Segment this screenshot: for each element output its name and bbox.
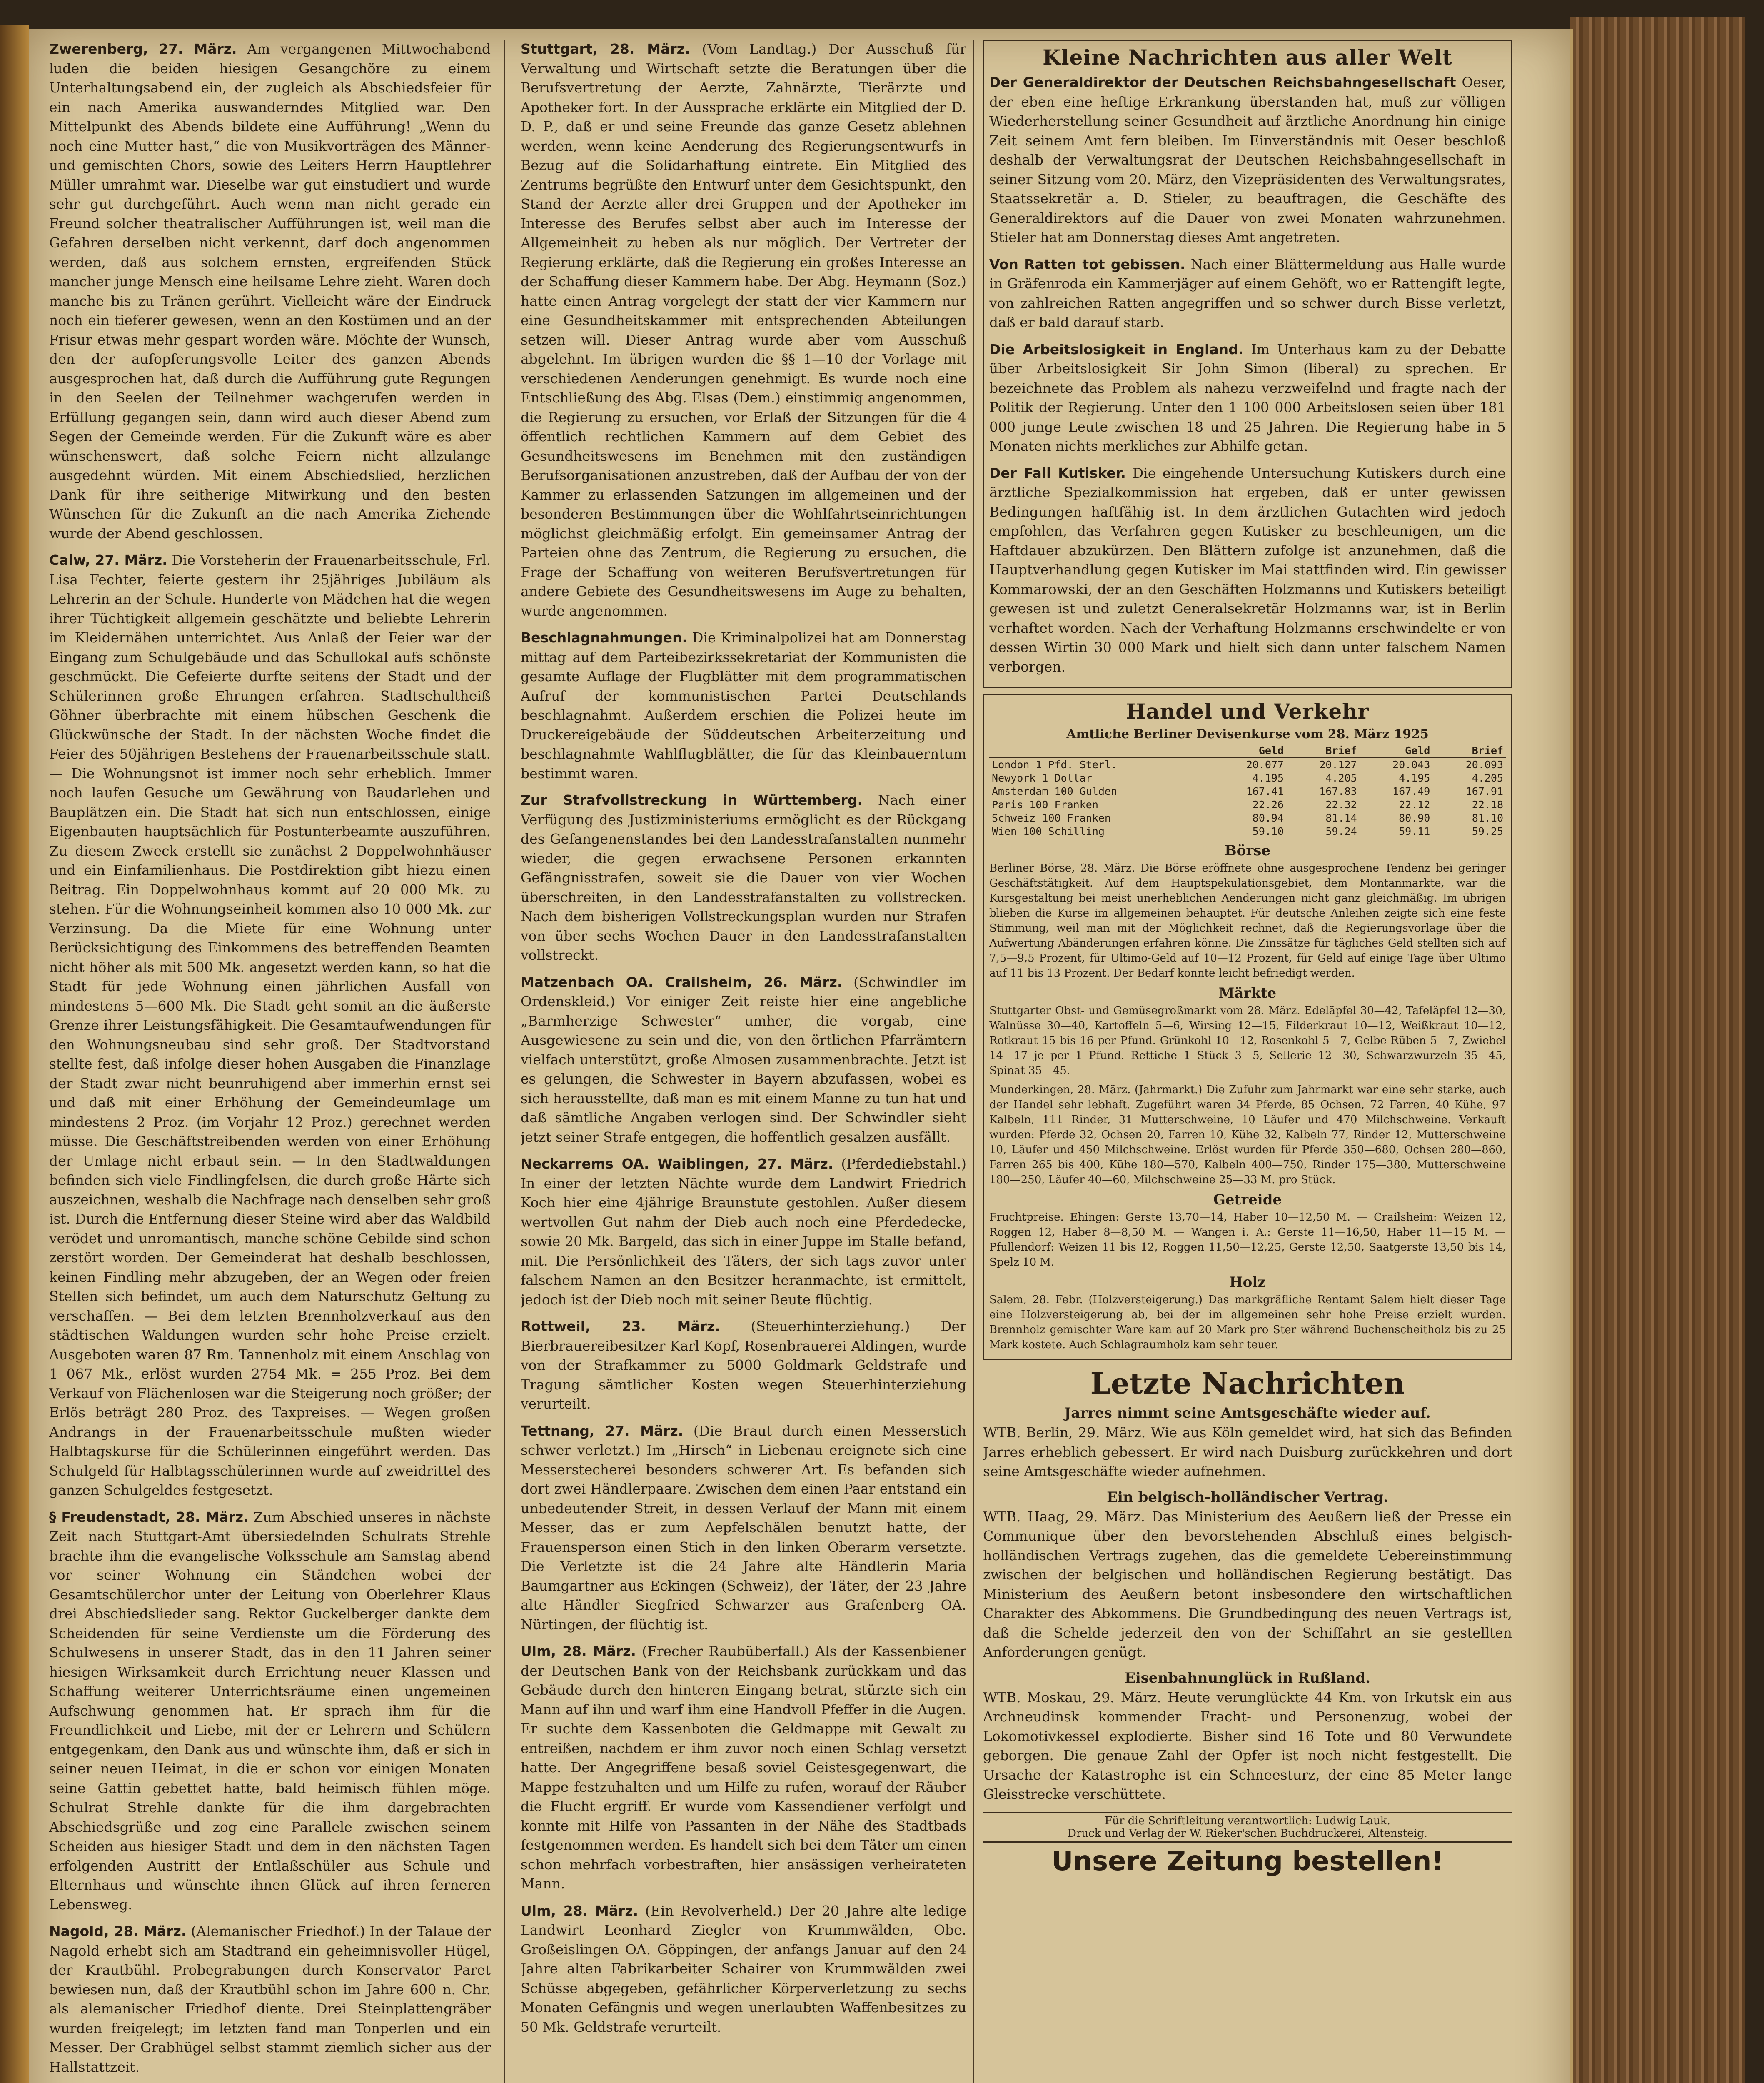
column-header: Geld	[1213, 744, 1286, 758]
subsection-title: Börse	[1224, 842, 1271, 859]
table-cell: 22.18	[1472, 799, 1503, 811]
table-cell: 59.10	[1252, 825, 1284, 837]
imprint-publisher: Druck und Verlag der W. Rieker'schen Buchdruckerei, Altensteig.	[1068, 1827, 1427, 1840]
table-row	[989, 798, 1506, 812]
section-title: Letzte Nachrichten	[1090, 1366, 1405, 1401]
article-text: Die eingehende Untersuchung Kutiskers durch eine ärztliche Spezialkommission hat ergeben, daß er unter gewissen Bedingungen haftfähig ist. In dem ärztlichen Gutachten wird jedoch empfohlen, das Verfahren gegen Kutisker zu beschleunigen, um die Haftdauer abzukürzen. Den Blättern zufolge ist anzunehmen, daß die Hauptverhandlung gegen Kutisker im Mai stattfinden wird. Ein gewisser Kommarowski, der an den Geschäften Holzmanns und Kutiskers beteiligt gewesen ist und zuletzt Generalsekretär Holzmanns war, ist in Berlin verhaftet worden. Nach der Verhaftung Holzmanns erschwindelte er von dessen Wirtin 30 000 Mark und hielt sich dann unter falschem Namen verborgen.	[989, 465, 1506, 675]
table-cell: 167.41	[1246, 785, 1284, 797]
article-text: (Pferdediebstahl.) In einer der letzten Nächte wurde dem Landwirt Friedrich Koch hier eine 4jährige Braunstute gestohlen. Außer diesem wertvollen Gut nahm der Dieb auch noch eine Pferdedecke, sowie 20 Mk. Bargeld, das sich in einer Juppe im Stalle befand, mit. Die Persönlichkeit des Täters, der sich tags zuvor unter falschem Namen an den Besitzer heranmachte, ist ermittelt, jedoch ist der Dieb noch mit seiner Beute flüchtig.	[521, 1156, 966, 1308]
article-dateline: Stuttgart, 28. März.	[521, 41, 690, 57]
table-cell: Paris 100 Franken	[992, 799, 1098, 811]
subsection-title: Holz	[1229, 1274, 1266, 1291]
table-cell: Schweiz 100 Franken	[992, 812, 1111, 824]
table-cell: 22.26	[1252, 799, 1284, 811]
column-header: Brief	[1432, 744, 1506, 758]
table-cell: 20.043	[1392, 759, 1430, 771]
article-text: (Ein Revolverheld.) Der 20 Jahre alte ledige Landwirt Leonhard Ziegler von Krummwälden, Obe. Großeislingen OA. Göppingen, der anfangs Januar auf den 24 Jahre alten Fabrikarbeiter Schairer von Krummwälden zwei Schüsse abgegeben, gefährlicher Körperverletzung zu sechs Monaten Gefängnis und wegen unerlaubten Waffenbesitzes zu 50 Mk. Geldstrafe verurteilt.	[521, 1902, 966, 2035]
article-text: Im Unterhaus kam zu der Debatte über Arbeitslosigkeit Sir John Simon (liberal) zu sprechen. Er bezeichnete das Problem als nahezu verzweifelnd und fragte nach der Politik der Regierung. Unter den 1 100 000 Arbeitslosen seien über 181 000 junge Leute zwischen 18 und 25 Jahren. Die Regierung habe in 5 Monaten nichts merkliches zur Abhilfe getan.	[989, 341, 1506, 454]
article-text: (Alemanischer Friedhof.) In der Talaue der Nagold erhebt sich am Stadtrand ein geheimnisvoller Hügel, der Krautbühl. Probegrabungen durch Konservator Paret bewiesen nun, daß der Krautbühl schon im Jahre 600 n. Chr. als alemanischer Friedhof diente. Drei Steinplattengräber wurden freigelegt; im letzten fand man Tonperlen und ein Messer. Der Grabhügel selbst stammt ziemlich sicher aus der Hallstattzeit.	[49, 1923, 491, 2075]
article-text: Die Kriminalpolizei hat am Donnerstag mittag auf dem Parteibezirkssekretariat der Kommunisten die gesamte Auflage der Flugblätter mit dem programmatischen Aufruf der kommunistischen Partei Deutschlands beschlagnahmt. Außerdem erschien die Polizei heute im Druckereigebäude der Süddeutschen Arbeiterzeitung und beschlagnahmte Wahlflugblätter, die für das Kleinbauerntum bestimmt waren.	[521, 629, 966, 782]
article-dateline: Von Ratten tot gebissen.	[989, 256, 1185, 272]
column-header	[989, 744, 1213, 758]
article-text: (Vom Landtag.) Der Ausschuß für Verwaltung und Wirtschaft setzte die Beratungen über die Berufsvertretung der Aerzte, Zahnärzte, Tierärzte und Apotheker fort. In der Aussprache erklärte ein Mitglied der D. D. P., daß er und seine Freunde das ganze Gesetz ablehnen werden, wenn keine Aenderung des Regierungsentwurfs in Bezug auf die Solidarhaftung eintrete. Ein Mitglied des Zentrums begrüßte den Entwurf unter dem Gesichtspunkt, den Stand der Aerzte aller drei Gruppen und der Apotheker im Interesse des Berufes selbst aber auch im Interesse der Allgemeinheit zu heben als nur möglich. Der Vertreter der Regierung erklärte, daß die Regierung ein großes Interesse an der Schaffung dieser Kammern habe. Der Abg. Heymann (Soz.) hatte einen Antrag vorgelegt der statt der vier Kammern nur eine Gesundheitskammer mit entsprechenden Abteilungen setzen will. Dieser Antrag wurde aber vom Ausschuß abgelehnt. Im übrigen wurden die §§ 1—10 der Vorlage mit verschiedenen Aenderungen genehmigt. Es wurde noch eine Entschließung des Abg. Elsas (Dem.) einstimmig angenommen, die Regierung zu ersuchen, vor Erlaß der Sitzungen für die 4 öffentlich rechtlichen Kammern auf dem Gebiet des Gesundheitswesens im Benehmen mit den zuständigen Berufsorganisationen anzustreben, daß der Aufbau der von der Kammer zu erlassenden Satzungen im allgemeinen und der besonderen Bestimmungen über die Wohlfahrtseinrichtungen möglichst gleichmäßig erfolgt. Ein gemeinsamer Antrag der Parteien ohne das Zentrum, die Regierung zu ersuchen, die Frage der Schaffung von weiteren Berufsvertretungen für andere Gebiete des Gesundheitswesens im Auge zu behalten, wurde angenommen.	[521, 41, 966, 619]
market-report: Munderkingen, 28. März. (Jahrmarkt.) Die Zufuhr zum Jahrmarkt war eine sehr starke, auch der Handel sehr lebhaft. Zugeführt waren 34 Pferde, 85 Ochsen, 72 Farren, 40 Kühe, 97 Kalbeln, 111 Rinder, 31 Mutterschweine, 10 Läufer und 470 Milchschweine. Verkauft wurden: Pferde 32, Ochsen 20, Farren 10, Kühe 32, Kalbeln 77, Rinder 12, Mutterschweine 10, Läufer und 450 Milchschweine. Erlöst wurden für Pferde 350—680, Ochsen 280—860, Farren 265 bis 400, Kühe 180—570, Kalbeln 400—750, Rinder 175—380, Mutterschweine 180—250, Läufer 40—60, Milchschweine 25—33 M. pro Stück.	[989, 1084, 1506, 1186]
table-cell: Wien 100 Schilling	[992, 825, 1105, 837]
column-header: Brief	[1286, 744, 1360, 758]
article-dateline: Neckarrems OA. Waiblingen, 27. März.	[521, 1156, 833, 1172]
news-headline: Jarres nimmt seine Amtsgeschäfte wieder auf.	[1064, 1405, 1431, 1421]
article	[49, 1508, 491, 1915]
table-cell: 20.127	[1319, 759, 1357, 771]
article	[49, 551, 491, 1500]
market-report: Stuttgarter Obst- und Gemüsegroßmarkt vom 28. März. Edeläpfel 30—42, Tafeläpfel 12—30, Walnüsse 30—40, Kartoffeln 5—6, Wirsing 12—15, Filderkraut 10—12, Weißkraut 10—12, Rotkraut 15 bis 16 per Pfund. Grünkohl 10—12, Rosenkohl 5—7, Gelbe Rüben 5—7, Zwiebel 14—17 je per 1 Pfund. Rettiche 1 Stück 3—5, Sellerie 12—30, Schwarzwurzeln 35—45, Spinat 35—45.	[989, 1004, 1506, 1077]
table-cell: 80.94	[1252, 812, 1284, 824]
market-report: Salem, 28. Febr. (Holzversteigerung.) Das markgräfliche Rentamt Salem hielt dieser Tage eine Holzversteigerung ab, bei der im allgemeinen sehr hohe Preise erzielt wurden. Brennholz gemischter Ware kam auf 20 Mark pro Ster während Buchenscheitholz bis zu 25 Mark kostete. Auch Schlagraumholz kam sehr teuer.	[989, 1294, 1506, 1351]
article-dateline: Beschlagnahmungen.	[521, 629, 688, 646]
article-text: WTB. Haag, 29. März. Das Ministerium des Aeußern ließ der Presse ein Communique über den bevorstehenden Abschluß eines belgisch-holländischen Vertrags zugehen, das die gemeldete Uebereinstimmung zwischen der belgischen und holländischen Regierung bestätigt. Das Ministerium des Aeußern betont insbesondere den wirtschaftlichen Charakter des Abkommens. Die Grundbedingung des neuen Vertrags ist, daß die Schelde jederzeit den von der Schiffahrt an sie gestellten Anforderungen genügt.	[983, 1508, 1512, 1660]
table-row	[989, 825, 1506, 838]
article	[521, 628, 966, 783]
article-dateline: Die Arbeitslosigkeit in England.	[989, 341, 1244, 357]
book-spine	[1570, 17, 1745, 2083]
news-headline: Ein belgisch-holländischer Vertrag.	[1107, 1489, 1388, 1506]
article	[989, 340, 1506, 456]
imprint	[983, 1812, 1512, 1843]
table-cell: 81.10	[1472, 812, 1503, 824]
table-cell: 20.077	[1246, 759, 1284, 771]
article-text: (Frecher Raubüberfall.) Als der Kassenbiener der Deutschen Bank von der Reichsbank zurückkam und das Gebäude durch den hinteren Eingang betrat, stürzte sich ein Mann auf ihn und warf ihm eine Handvoll Pfeffer in die Augen. Er suchte dem Kassenboten die Geldmappe mit Gewalt zu entreißen, nachdem er ihm zuvor noch einen Schlag versetzt hatte. Der Angegriffene besaß soviel Geistesgegenwart, die Mappe festzuhalten und um Hilfe zu rufen, worauf der Räuber die Flucht ergriff. Er wurde vom Kassendiener verfolgt und konnte mit Hilfe von Passanten in der Nähe des Stadtbads festgenommen werden. Es handelt sich bei dem Täter um einen schon mehrfach vorbestraften, hier ansässigen verheirateten Mann.	[521, 1643, 966, 1892]
fx-caption: Amtliche Berliner Devisenkurse vom 28. März 1925	[1066, 727, 1429, 742]
column-3	[983, 40, 1512, 2083]
article-text: (Die Braut durch einen Messerstich schwer verletzt.) Im „Hirsch“ in Liebenau ereignete sich eine Messerstecherei besonders schwerer Art. Es befanden sich dort zwei Händlerpaare. Zwischen dem einen Paar entstand ein unbedeutender Streit, in dessen Verlauf der Mann mit einem Messer, das er zum Aepfelschälen benutzt hatte, der Frauensperson einen Stich in den linken Oberarm versetzte. Die Verletzte ist die 24 Jahre alte Händlerin Maria Baumgartner aus Eckingen (Schweiz), der Täter, der 23 Jahre alte Händler Siegfried Schwarzer aus Grafenberg OA. Nürtingen, der flüchtig ist.	[521, 1422, 966, 1633]
article-dateline: Ulm, 28. März.	[521, 1643, 636, 1659]
table-cell: 59.11	[1399, 825, 1430, 837]
subsection-title: Getreide	[1213, 1191, 1282, 1208]
article-dateline: Tettnang, 27. März.	[521, 1422, 684, 1439]
article-text: Nach einer Blättermeldung aus Halle wurde in Gräfenroda ein Kammerjäger auf einem Gehöft, wo er Rattengift legte, von zahlreichen Ratten angegriffen und so schwer durch Bisse verletzt, daß er bald darauf starb.	[989, 256, 1506, 330]
table-cell: 167.91	[1465, 785, 1503, 797]
table-cell: 22.32	[1325, 799, 1357, 811]
article	[521, 1154, 966, 1309]
article-dateline: Calw, 27. März.	[49, 552, 167, 568]
article-dateline: Der Generaldirektor der Deutschen Reichsbahngesellschaft	[989, 74, 1456, 90]
table-row	[989, 785, 1506, 798]
table-cell: 4.205	[1472, 772, 1503, 784]
table-cell: London 1 Pfd. Sterl.	[992, 759, 1118, 771]
column-rule	[973, 40, 974, 2083]
left-page-edge	[0, 25, 29, 2083]
section-title: Kleine Nachrichten aus aller Welt	[1043, 45, 1452, 70]
article	[521, 791, 966, 965]
article-dateline: § Freudenstadt, 28. März.	[49, 1509, 249, 1525]
table-cell: 80.90	[1399, 812, 1430, 824]
subsection-title: Märkte	[1218, 985, 1277, 1002]
table-cell: 81.14	[1325, 812, 1357, 824]
table-row	[989, 772, 1506, 785]
table-cell: 4.195	[1399, 772, 1430, 784]
article	[521, 1642, 966, 1894]
article-text: Zum Abschied unseres in nächste Zeit nach Stuttgart-Amt übersiedelnden Schulrats Strehle brachte ihm die evangelische Volksschule am Samstag abend vor seiner Wohnung ein Ständchen wobei der Gesamtschülerchor unter der Leitung von Oberlehrer Klaus drei Abschiedslieder sang. Rektor Guckelberger dankte dem Scheidenden für seine Verdienste um die Förderung des Schulwesens in unserer Stadt, das in den 11 Jahren seiner hiesigen Wirksamkeit durch Errichtung neuer Klassen und Schaffung weiterer Unterrichtsräume einen ungemeinen Aufschwung genommen hat. Er sprach ihm für die Freundlichkeit und Liebe, mit der er Lehrern und Schülern entgegenkam, den Dank aus und wünschte ihm, daß er sich in seiner neuen Heimat, in die er schon vor einigen Monaten seine Gattin gebettet hatte, bald heimisch fühlen möge. Schulrat Strehle dankte für die ihm dargebrachten Abschiedsgrüße und zog eine Parallele zwischen seinem Scheiden aus hiesiger Stadt und dem in den nächsten Tagen erfolgenden Austritt der Entlaßschüler aus Schule und Elternhaus und wünschte ihnen Glück auf ihren ferneren Lebensweg.	[49, 1509, 491, 1913]
article	[989, 464, 1506, 677]
table-cell: 4.205	[1325, 772, 1357, 784]
section-title: Handel und Verkehr	[1126, 699, 1369, 724]
article	[49, 40, 491, 543]
column-header: Geld	[1360, 744, 1433, 758]
article	[49, 1922, 491, 2077]
table-cell: Amsterdam 100 Gulden	[992, 785, 1118, 797]
table-header-row	[989, 744, 1506, 758]
article	[521, 973, 966, 1147]
subscribe-notice: Unsere Zeitung bestellen!	[1051, 1846, 1444, 1877]
article-dateline: Zur Strafvollstreckung in Württemberg.	[521, 792, 863, 808]
column-2	[521, 40, 966, 2083]
article	[521, 1421, 966, 1635]
market-report: Fruchtpreise. Ehingen: Gerste 13,70—14, Haber 10—12,50 M. — Crailsheim: Weizen 12, Roggen 12, Haber 8—8,50 M. — Wangen i. A.: Gerste 11—16,50, Haber 11—15 M. — Pfullendorf: Weizen 11 bis 12, Roggen 11,50—12,25, Gerste 12,50, Saatgerste 13,50 bis 14, Spelz 10 M.	[989, 1211, 1506, 1269]
article-dateline: Zwerenberg, 27. März.	[49, 41, 237, 57]
column-rule	[504, 40, 505, 2083]
article	[989, 255, 1506, 332]
imprint-editor: Für die Schriftleitung verantwortlich: Ludwig Lauk.	[1105, 1814, 1390, 1827]
table-cell: 4.195	[1252, 772, 1284, 784]
article-text: WTB. Moskau, 29. März. Heute verunglückte 44 Km. von Irkutsk ein aus Archneudinsk kommender Fracht- und Personenzug, wobei der Lokomotivkessel explodierte. Bisher sind 16 Tote und 80 Verwundete geborgen. Die genaue Zahl der Opfer ist noch nicht festgestellt. Die Ursache der Katastrophe ist ein Schneesturz, der eine 85 Meter lange Gleisstrecke verschüttete.	[983, 1689, 1512, 1802]
article-dateline: Matzenbach OA. Crailsheim, 26. März.	[521, 974, 843, 990]
article-text: Am vergangenen Mittwochabend luden die beiden hiesigen Gesangchöre zu einem Unterhaltungsabend ein, der zugleich als Abschiedsfeier für ein nach Amerika auswanderndes Mitglied war. Den Mittelpunkt des Abends bildete eine Aufführung! „Wenn du noch eine Mutter hast,“ die von Musikvorträgen des Männer- und gemischten Chors, sowie des Leiters Herrn Hauptlehrer Müller umrahmt war. Dieselbe war gut einstudiert und wurde sehr gut durchgeführt. Auch wenn man nicht gerade ein Freund solcher theatralischer Aufführungen ist, weil man die Gefahren derselben nicht verkennt, darf doch angenommen werden, daß aus solchem ernsten, ergreifenden Stück mancher junge Mensch eine heilsame Lehre zieht. Waren doch manche bis zu Tränen gerührt. Vielleicht wäre der Eindruck noch ein tieferer gewesen, wenn an den Kostümen und an der Frisur etwas mehr gespart worden wäre. Möchte der Wunsch, den der aufopferungsvolle Leiter des ganzen Abends ausgesprochen hat, daß durch die Aufführung gute Regungen in den Seelen der Teilnehmer wachgerufen werden in Erfüllung gegangen sein, dann wird auch dieser Abend zum Segen der Gemeinde werden. Für die Zukunft wäre es aber wünschenswert, daß solche Feiern nicht allzulange ausgedehnt würden. Mit einem Abschiedslied, herzlichen Dank für ihre seitherige Mitwirkung und den besten Wünschen für die Zukunft an die nach Amerika Ziehende wurde der Abend geschlossen.	[49, 41, 491, 542]
article-text: Die Vorsteherin der Frauenarbeitsschule, Frl. Lisa Fechter, feierte gestern ihr 25jähriges Jubiläum als Lehrerin an der Schule. Hunderte von Mädchen hat die wegen ihrer Tüchtigkeit allgemein geschätzte und beliebte Lehrerin im Kleidernähen unterrichtet. Aus Anlaß der Feier war der Eingang zum Schulgebäude und das Schullokal aufs schönste geschmückt. Die Gefeierte durfte seitens der Stadt und der Schülerinnen große Ehrungen erfahren. Stadtschultheiß Göhner überbrachte mit einem hübschen Geschenk die Glückwünsche der Stadt. In der nächsten Woche findet die Feier des 50jährigen Bestehens der Frauenarbeitsschule statt. — Die Wohnungsnot ist immer noch sehr erheblich. Immer noch laufen Gesuche um Gewährung von Baudarlehen und Bauplätzen ein. Die Stadt hat sich nun entschlossen, einige Eigenbauten hauptsächlich für Postunterbeamte auszuführen. Zu diesem Zweck erstellt sie zunächst 2 Doppelwohnhäuser und ein Einfamilienhaus. Die Postdirektion gibt hiezu einen Beitrag. Ein Doppelwohnhaus kommt auf 20 000 Mk. zu stehen. Für die Wohnungseinheit kommen also 10 000 Mk. zur Verzinsung. Da die Miete für eine Wohnung unter Berücksichtigung des Einkommens des betreffenden Beamten nicht höher als mit 500 Mk. angesetzt werden kann, so hat die Stadt für jede Wohnung einen jährlichen Ausfall von mindestens 5—600 Mk. Die Stadt geht somit an die äußerste Grenze ihrer Leistungsfähigkeit. Die Gesamtaufwendungen für den Wohnungsneubau sind sehr groß. Der Stadtvorstand stellte fest, daß infolge dieser hohen Ausgaben die Finanzlage der Stadt zwar nicht beunruhigend aber immerhin ernst sei und daß mit einer Erhöhung der Gemeindeumlage um mindestens 2 Proz. (im Vorjahr 12 Proz.) gerechnet werden müsse. Die Geschäftstreibenden werden von einer Erhöhung der Umlage nicht erbaut sein. — In den Stadtwaldungen befinden sich viele Findlingfelsen, die durch große Härte sich auszeichnen, weshalb die Nachfrage nach denselben sehr groß ist. Durch die Entfernung dieser Steine wird aber das Waldbild verödet und unromantisch, manche schöne Gebilde sind schon zerstört worden. Der Gemeinderat hat deshalb beschlossen, keinen Findling mehr abzugeben, der an Wegen oder freien Stellen sich befindet, um auch dem Naturschutz Geltung zu verschaffen. — Bei dem letzten Brennholzverkauf aus den städtischen Waldungen wurden sehr hohe Preise erzielt. Ausgeboten waren 87 Rm. Tannenholz mit einem Anschlag von 1 067 Mk., erlöst wurden 2754 Mk. = 255 Proz. Bei dem Verkauf von Flächenlosen war die Steigerung noch größer; der Erlös beträgt 280 Proz. des Taxpreises. — Wegen großen Andrangs in der Frauenarbeitsschule mußten wieder Halbtagskurse für die Schülerinnen eingeführt werden. Das Schulgeld für Halbtagsschülerinnen wurde auf zweidrittel des ganzen Schulgeldes festgesetzt.	[49, 552, 491, 1498]
table-cell: 20.093	[1465, 759, 1503, 771]
article	[521, 40, 966, 621]
column-1	[49, 40, 491, 2083]
article-dateline: Ulm, 28. März.	[521, 1902, 639, 1919]
article-text: WTB. Berlin, 29. März. Wie aus Köln gemeldet wird, hat sich das Befinden Jarres erheblich gebessert. Er wird nach Duisburg zurückkehren und dort seine Amtsgeschäfte wieder aufnehmen.	[983, 1424, 1512, 1479]
article-dateline: Der Fall Kutisker.	[989, 465, 1126, 481]
article-text: Oeser, der eben eine heftige Erkrankung überstanden hat, muß zur völligen Wiederherstellung seiner Gesundheit auf ärztliche Anordnung hin einige Zeit seinem Amt fern bleiben. Im Einverständnis mit Oeser beschloß deshalb der Verwaltungsrat der Deutschen Reichsbahngesellschaft in seiner Sitzung vom 20. März, den Vizepräsidenten des Verwaltungsrates, Staatssekretär a. D. Stieler, zu beauftragen, die Geschäfte des Generaldirektors auf die Dauer von zwei Monaten wahrzunehmen. Stieler hat am Donnerstag dieses Amt angetreten.	[989, 74, 1506, 245]
table-cell: 167.83	[1319, 785, 1357, 797]
table-cell: 59.24	[1325, 825, 1357, 837]
market-report: Berliner Börse, 28. März. Die Börse eröffnete ohne ausgesprochene Tendenz bei geringer Geschäftstätigkeit. Auf dem Hauptspekulationsgebiet, dem Montanmarkte, war die Kursgestaltung bei meist unerheblichen Aenderungen nicht ganz gleichmäßig. Im übrigen blieben die Kurse im allgemeinen behauptet. Für deutsche Anleihen zeigte sich eine feste Stimmung, weil man mit der Möglichkeit rechnet, daß die Regierungsvorlage über die Aufwertung Abänderungen erfahren könne. Die Zinssätze für tägliches Geld stellten sich auf 7,5—9,5 Prozent, für Ultimo-Geld auf 10—12 Prozent, für Geld auf einige Tage über Ultimo auf 11 bis 13 Prozent. Der Bedarf konnte leicht befriedigt werden.	[989, 862, 1506, 979]
article-text: (Steuerhinterziehung.) Der Bierbrauereibesitzer Karl Kopf, Rosenbrauerei Aldingen, wurde von der Strafkammer zu 5000 Goldmark Geldstrafe und Tragung sämtlicher Kosten wegen Steuerhinterziehung verurteilt.	[521, 1318, 966, 1412]
table-cell: 167.49	[1392, 785, 1430, 797]
table-cell: Newyork 1 Dollar	[992, 772, 1092, 784]
table-row	[989, 758, 1506, 772]
article	[521, 1317, 966, 1414]
article	[989, 73, 1506, 247]
article-text: (Schwindler im Ordenskleid.) Vor einiger Zeit reiste hier eine angebliche „Barmherzige Schwester“ umher, die vorgab, eine Ausgewiesene zu sein und die, von den örtlichen Pfarrämtern vielfach unterstützt, große Almosen zusammenbrachte. Jetzt ist es gelungen, die Schwester in Bayern abzufassen, wobei es sich herausstellte, daß man es mit einem Manne zu tun hat und daß sämtliche Angaben verlogen sind. Der Schwindler sieht jetzt seiner Strafe entgegen, die hoffentlich gesalzen ausfällt.	[521, 974, 966, 1145]
news-headline: Eisenbahnunglück in Rußland.	[1124, 1669, 1371, 1686]
article	[521, 1901, 966, 2037]
trade-box	[983, 694, 1512, 1360]
news-box	[983, 40, 1512, 688]
article-dateline: Nagold, 28. März.	[49, 1923, 187, 1939]
exchange-rate-table	[989, 744, 1506, 838]
table-row	[989, 812, 1506, 825]
article-dateline: Rottweil, 23. März.	[521, 1318, 720, 1334]
article-text: Nach einer Verfügung des Justizministeriums ermöglicht es der Rückgang des Gefangenenstandes bei den Landesstrafanstalten nunmehr wieder, die gegen erwachsene Personen erkannten Gefängnisstrafen, soweit sie die Dauer von vier Wochen überschreiten, in den Landesstrafanstalten zu vollstrecken. Nach dem bisherigen Vollstreckungsplan wurden nur Strafen von über sechs Wochen Dauer in den Landesstrafanstalten vollstreckt.	[521, 792, 966, 963]
table-cell: 59.25	[1472, 825, 1503, 837]
table-cell: 22.12	[1399, 799, 1430, 811]
